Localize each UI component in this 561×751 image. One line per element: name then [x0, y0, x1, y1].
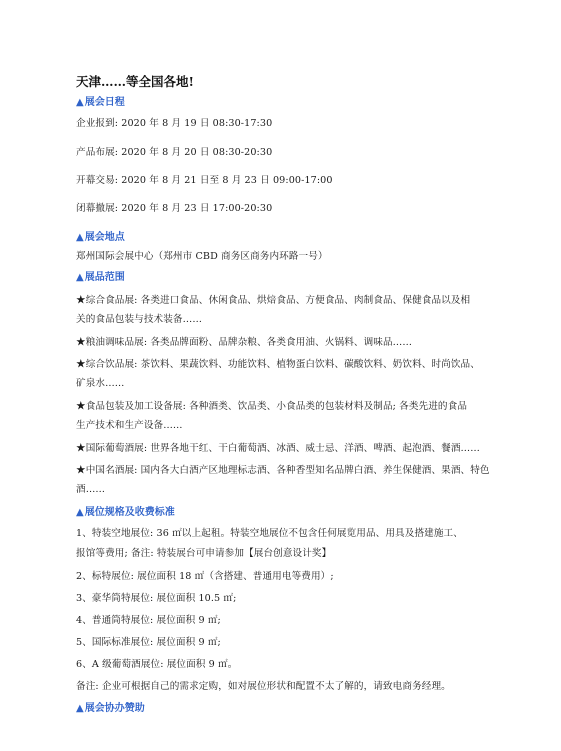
scope-line: 关的食品包装与技术装备…… [76, 314, 203, 325]
scope-line: 生产技术和生产设备…… [76, 420, 183, 431]
triangle-icon: ▲ [76, 507, 84, 518]
schedule-item: 企业报到: 2020 年 8 月 19 日 08:30-17:30 [76, 118, 273, 129]
triangle-icon: ▲ [76, 703, 84, 714]
scope-line: 矿泉水…… [76, 378, 125, 389]
section-heading-venue: ▲展会地点 [76, 232, 125, 243]
schedule-item: 开幕交易: 2020 年 8 月 21 日至 8 月 23 日 09:00-17:00 [76, 175, 333, 186]
schedule-item: 产品布展: 2020 年 8 月 20 日 08:30-20:30 [76, 147, 273, 158]
booth-line: 2、标特展位: 展位面积 18 ㎡（含搭建、普通用电等费用）; [76, 571, 334, 582]
booth-line: 报馆等费用; 备注: 特装展台可申请参加【展台创意设计奖】 [76, 548, 332, 559]
scope-line: ★综合食品展: 各类进口食品、休闲食品、烘焙食品、方便食品、肉制食品、保健食品以及相 [76, 295, 471, 306]
booth-line: 5、国际标准展位: 展位面积 9 ㎡; [76, 637, 221, 648]
section-heading-schedule: ▲展会日程 [76, 97, 125, 108]
triangle-icon: ▲ [76, 232, 84, 243]
section-heading-booth: ▲展位规格及收费标准 [76, 507, 175, 518]
scope-line: ★食品包装及加工设备展: 各种酒类、饮品类、小食品类的包装材料及制品; 各类先进的食品 [76, 401, 468, 412]
scope-line: ★国际葡萄酒展: 世界各地干红、干白葡萄酒、冰酒、威士忌、洋酒、啤酒、起泡酒、餐酒…… [76, 443, 480, 454]
booth-line: 4、普通筒特展位: 展位面积 9 ㎡; [76, 615, 221, 626]
section-heading-sponsor: ▲展会协办赞助 [76, 703, 145, 714]
booth-line: 备注: 企业可根据自己的需求定购，如对展位形状和配置不太了解的，请致电商务经理。 [76, 681, 451, 692]
scope-line: ★中国名酒展: 国内各大白酒产区地理标志酒、各种香型知名品牌白酒、养生保健酒、果酒、特色 [76, 465, 490, 476]
venue-text: 郑州国际会展中心（郑州市 CBD 商务区商务内环路一号） [76, 251, 328, 262]
triangle-icon: ▲ [76, 272, 84, 283]
section-heading-scope: ▲展品范围 [76, 272, 125, 283]
scope-line: 酒…… [76, 484, 106, 495]
scope-line: ★综合饮品展: 茶饮料、果蔬饮料、功能饮料、植物蛋白饮料、碳酸饮料、奶饮料、时尚饮品、 [76, 359, 480, 370]
booth-line: 1、特装空地展位: 36 ㎡以上起租。特装空地展位不包含任何展览用品、用具及搭建施工、 [76, 528, 463, 539]
booth-line: 6、A 级葡萄酒展位: 展位面积 9 ㎡。 [76, 659, 238, 670]
intro-line: 天津……等全国各地! [76, 74, 194, 89]
schedule-item: 闭幕撤展: 2020 年 8 月 23 日 17:00-20:30 [76, 203, 273, 214]
booth-line: 3、豪华筒特展位: 展位面积 10.5 ㎡; [76, 593, 237, 604]
triangle-icon: ▲ [76, 97, 84, 108]
scope-line: ★粮油调味品展: 各类品牌面粉、品牌杂粮、各类食用油、火锅料、调味品…… [76, 337, 413, 348]
